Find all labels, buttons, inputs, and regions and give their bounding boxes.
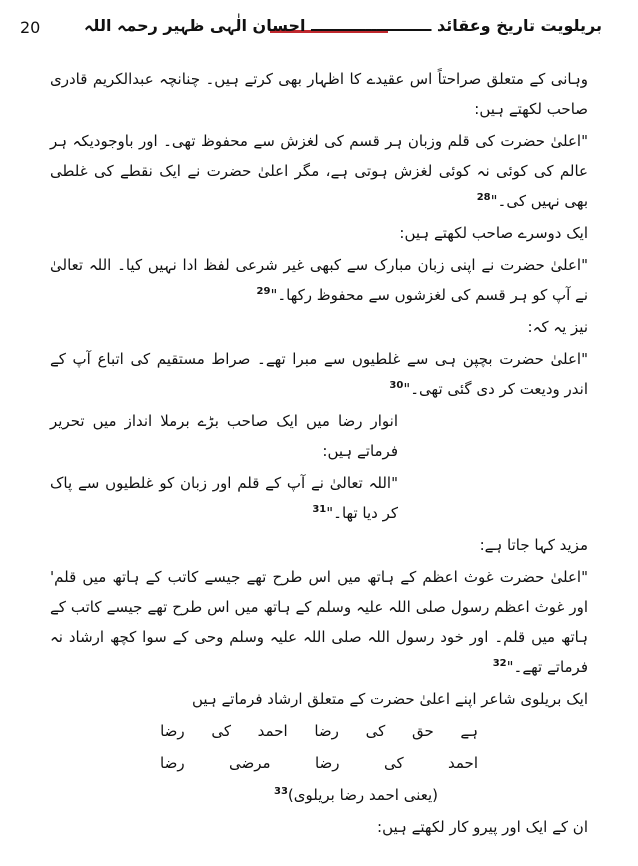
verse-word: کی (383, 754, 404, 772)
quotation (50, 344, 588, 404)
quotation-text: "اللہ تعالیٰ نے آپ کے قلم اور زبان کو غلطیوں سے پاک کر دیا تھا۔" (50, 474, 398, 522)
verse-word: کی (365, 722, 386, 740)
page-header (20, 14, 602, 44)
footnote-marker: 32 (492, 658, 507, 669)
footnote-marker: 28 (476, 192, 491, 203)
quotation-text: "اعلیٰ حضرت بچپن ہی سے غلطیوں سے مبرا تھے۔ صراط مستقیم کی اتباع آپ کے اندر ودیعت کر دی گئی تھی۔" (50, 350, 588, 398)
quotation (50, 250, 588, 310)
attribution-text: (یعنی احمد رضا بریلوی) (287, 786, 438, 804)
verse-word: رضا (314, 754, 340, 772)
verse-word: رضا (314, 722, 339, 740)
verse-attribution (50, 780, 588, 810)
intro-paragraph: مزید کہا جاتا ہے: (479, 536, 588, 554)
page-number: 20 (20, 18, 41, 37)
verse-word: کی (211, 722, 231, 740)
page-body (50, 62, 588, 842)
running-title: بریلویت تاریخ وعقائد ــــــــــــــــــــــ احسان الٰہی ظہیر رحمہ اللہ (84, 16, 602, 35)
intro-paragraph: ان کے ایک اور پیرو کار لکھتے ہیں: (377, 818, 588, 836)
intro-paragraph: نیز یہ کہ: (527, 318, 588, 336)
footnote-marker: 29 (256, 286, 271, 297)
verse-line (50, 716, 588, 746)
verse-word: احمد (448, 754, 478, 772)
quotation (50, 126, 588, 216)
footnote-marker: 33 (274, 786, 288, 797)
quotation (50, 468, 588, 528)
intro-paragraph: انوار رضا میں ایک صاحب بڑے برملا انداز میں تحریر فرماتے ہیں: (50, 412, 398, 460)
intro-paragraph: وہانی کے متعلق صراحتاً اس عقیدے کا اظہار بھی کرتے ہیں۔ چنانچہ عبدالکریم قادری صاحب لکھتے ہیں: (50, 70, 588, 118)
verse-word: مرضی (229, 754, 271, 772)
verse-word: حق (411, 722, 434, 740)
verse-word: احمد (257, 722, 288, 740)
verse-word: ہے (460, 722, 478, 740)
quotation-text: "اعلیٰ حضرت نے اپنی زبان مبارک سے کبھی غیر شرعی لفظ ادا نہیں کیا۔ اللہ تعالیٰ نے آپ کو ہر قسم کی لغزشوں سے محفوظ رکھا۔" (50, 256, 588, 304)
quotation-text: "اعلیٰ حضرت کی قلم وزبان ہر قسم کی لغزش سے محفوظ تھی۔ اور باوجودیکہ ہر عالم کی کوئی نہ کوئی لغزش ہوتی ہے، مگر اعلیٰ حضرت نے ایک نقطے کی غلطی بھی نہیں کی۔" (50, 132, 588, 210)
footnote-marker: 31 (312, 504, 327, 515)
footnote-marker: 30 (389, 380, 404, 391)
quotation (50, 562, 588, 682)
intro-paragraph: ایک دوسرے صاحب لکھتے ہیں: (399, 224, 588, 242)
intro-paragraph: ایک بریلوی شاعر اپنے اعلیٰ حضرت کے متعلق ارشاد فرماتے ہیں (192, 690, 588, 708)
quotation-text: "اعلیٰ حضرت غوث اعظم کے ہاتھ میں اس طرح تھے جیسے کاتب کے ہاتھ میں قلم' اور غوث اعظم رسول صلی اللہ علیہ وسلم کے ہاتھ میں اس طرح تھے جیسے کاتب کے ہاتھ میں قلم۔ اور خود رسول اللہ صلی اللہ علیہ وسلم وحی کے سوا کچھ ارشاد نہ فرماتے تھے۔" (50, 568, 588, 676)
verse-word: رضا (160, 754, 185, 772)
verse-word: رضا (160, 722, 185, 740)
verse-line (50, 748, 588, 778)
